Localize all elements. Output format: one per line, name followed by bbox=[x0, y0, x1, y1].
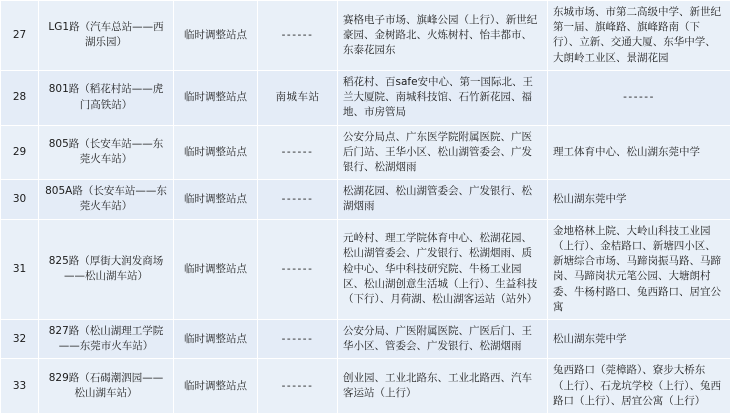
route-name: 829路（石碣潮泗园——松山湖车站） bbox=[39, 359, 174, 414]
up-direction-stops: 公安分局点、广东医学院附属医院、广医后门站、王华小区、松山湖管委会、广发银行、松湖烟雨 bbox=[338, 125, 548, 180]
down-direction-stops: ------ bbox=[548, 70, 730, 125]
down-direction-stops: 金地格林上院、大岭山科技工业园（上行）、金桔路口、新塘四小区、新塘综合市场、马蹄岗振马路、马蹄岗、马蹄岗状元笔公园、大塘朗村委、牛杨村路口、兔西路口、居宜公寓 bbox=[548, 219, 730, 319]
row-number: 27 bbox=[1, 1, 39, 71]
down-direction-stops: 东城市场、市第二高级中学、新世纪第一届、旗峰路、旗峰路南（下行）、立新、交通大厦、东华中学、大朗岭工业区、景湖花园 bbox=[548, 1, 730, 71]
route-name: 825路（厚街大润发商场——松山湖车站） bbox=[39, 219, 174, 319]
row-number: 28 bbox=[1, 70, 39, 125]
temp-stop: ------ bbox=[258, 125, 338, 180]
table-row bbox=[1, 359, 730, 414]
table-body bbox=[1, 1, 730, 414]
temp-stop: ------ bbox=[258, 359, 338, 414]
temp-stop: ------ bbox=[258, 219, 338, 319]
down-direction-stops: 松山湖东莞中学 bbox=[548, 319, 730, 358]
route-name: 805A路（长安车站——东莞火车站） bbox=[39, 180, 174, 219]
up-direction-stops: 公安分局、广医附属医院、广医后门、王华小区、管委会、广发银行、松湖烟雨 bbox=[338, 319, 548, 358]
route-name: 827路（松山湖理工学院——东莞市火车站） bbox=[39, 319, 174, 358]
status-badge: 临时调整站点 bbox=[174, 219, 258, 319]
up-direction-stops: 赛格电子市场、旗峰公园（上行）、新世纪豪园、金树路北、火炼树村、怡丰都市、东泰花园东 bbox=[338, 1, 548, 71]
status-badge: 临时调整站点 bbox=[174, 319, 258, 358]
down-direction-stops: 兔西路口（莞樟路）、寮步大桥东（上行）、石龙坑学校（上行）、兔西路口（上行）、居宜公寓（上行） bbox=[548, 359, 730, 414]
up-direction-stops: 元岭村、理工学院体育中心、松湖花园、松山湖管委会、广发银行、松湖烟雨、质检中心、华中科技研究院、牛杨工业园区、松山湖创意生活城（上行）、生益科技（下行）、月荷湖、松山湖客运站（站外） bbox=[338, 219, 548, 319]
row-number: 33 bbox=[1, 359, 39, 414]
row-number: 29 bbox=[1, 125, 39, 180]
temp-stop: ------ bbox=[258, 1, 338, 71]
table-row bbox=[1, 70, 730, 125]
temp-stop: ------ bbox=[258, 319, 338, 358]
status-badge: 临时调整站点 bbox=[174, 180, 258, 219]
up-direction-stops: 松湖花园、松山湖管委会、广发银行、松湖烟雨 bbox=[338, 180, 548, 219]
status-badge: 临时调整站点 bbox=[174, 70, 258, 125]
up-direction-stops: 创业园、工业北路东、工业北路西、汽车客运站（上行） bbox=[338, 359, 548, 414]
row-number: 32 bbox=[1, 319, 39, 358]
table-row bbox=[1, 125, 730, 180]
up-direction-stops: 稻花村、百safe安中心、第一国际北、王兰大厦院、南城科技馆、石竹新花园、福地、市房管局 bbox=[338, 70, 548, 125]
row-number: 31 bbox=[1, 219, 39, 319]
status-badge: 临时调整站点 bbox=[174, 125, 258, 180]
table-row bbox=[1, 180, 730, 219]
table-row bbox=[1, 319, 730, 358]
route-name: 805路（长安车站——东莞火车站） bbox=[39, 125, 174, 180]
table-row bbox=[1, 219, 730, 319]
status-badge: 临时调整站点 bbox=[174, 359, 258, 414]
down-direction-stops: 理工体育中心、松山湖东莞中学 bbox=[548, 125, 730, 180]
temp-stop: ------ bbox=[258, 180, 338, 219]
route-name: 801路（稻花村站——虎门高铁站） bbox=[39, 70, 174, 125]
status-badge: 临时调整站点 bbox=[174, 1, 258, 71]
row-number: 30 bbox=[1, 180, 39, 219]
temp-stop: 南城车站 bbox=[258, 70, 338, 125]
table-row bbox=[1, 1, 730, 71]
down-direction-stops: 松山湖东莞中学 bbox=[548, 180, 730, 219]
route-name: LG1路（汽车总站——西湖乐园） bbox=[39, 1, 174, 71]
